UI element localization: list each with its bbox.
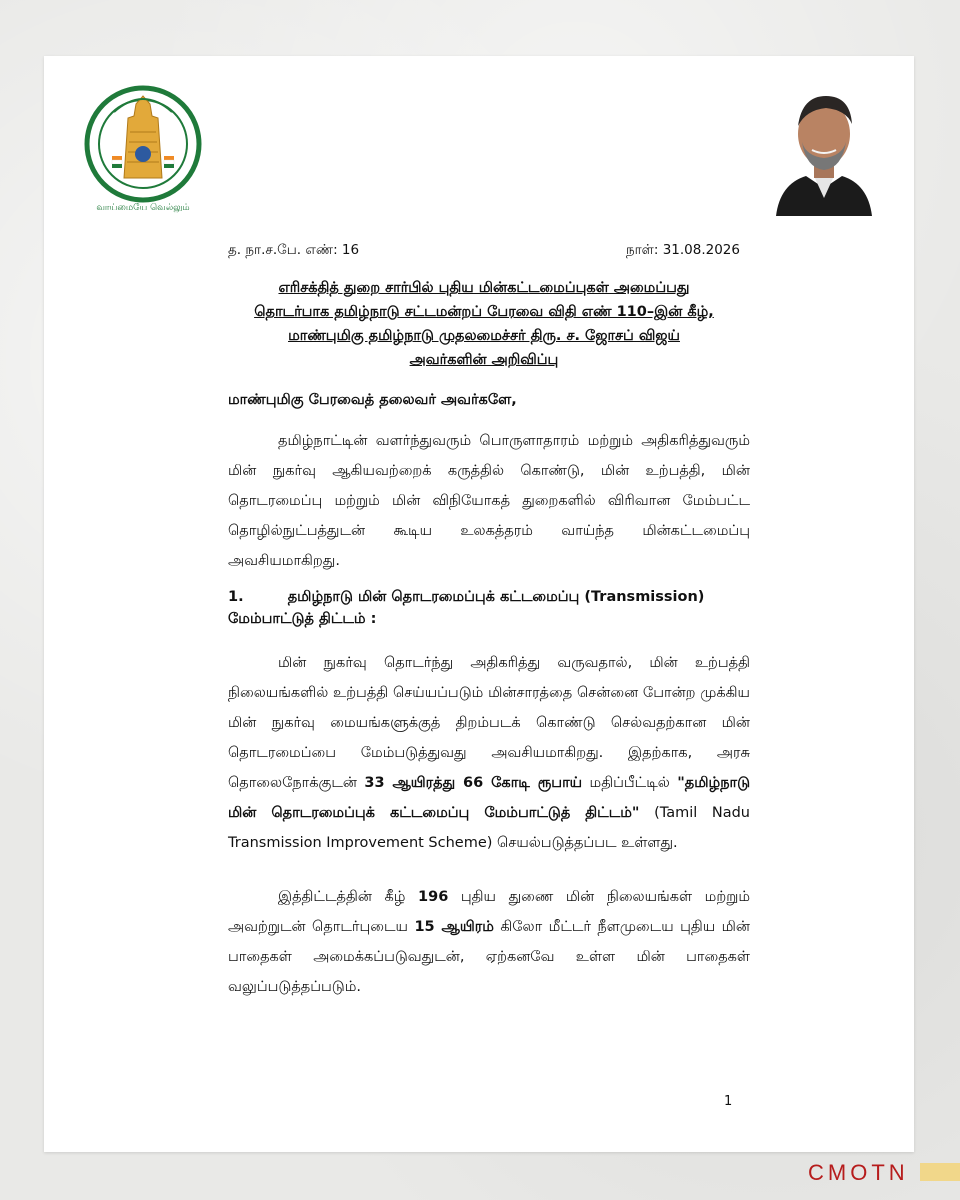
para3-text-e: கிலோ மீட்டர் நீளமுடைய புதிய மின் பாதைகள் அமைக்கப்படுவதுடன், ஏற்கனவே உள்ள மின் பாதைகள் வலுப்படுத்தப்படும். — [228, 919, 750, 995]
reference-number: த. நா.ச.பே. எண்: 16 — [228, 242, 360, 258]
para2-scheme-name: "தமிழ்நாடு மின் தொடரமைப்புக் கட்டமைப்பு மேம்பாட்டுத் திட்டம்" — [228, 775, 751, 821]
reference-line — [228, 242, 740, 264]
section-1-title: தமிழ்நாடு மின் தொடரமைப்புக் கட்டமைப்பு (Transmission) மேம்பாட்டுத் திட்டம் : — [228, 589, 705, 627]
document-page — [44, 56, 914, 1152]
title-line-2: தொடர்பாக தமிழ்நாடு சட்டமன்றப் பேரவை விதி எண் 110–இன் கீழ், — [254, 304, 714, 320]
para3-text-a: இத்திட்டத்தின் கீழ் — [278, 889, 419, 905]
brand-accent-bar — [920, 1163, 960, 1181]
title-line-3: மாண்புமிகு தமிழ்நாடு முதலமைச்சர் திரு. ச. ஜோசப் விஜய் — [288, 328, 680, 344]
document-date: நாள்: 31.08.2026 — [625, 242, 740, 258]
title-line-1: எரிசக்தித் துறை சார்பில் புதிய மின்கட்டமைப்புகள் அமைப்பது — [278, 280, 690, 296]
para2-text-c: மதிப்பீட்டில் — [582, 775, 678, 791]
para3-substation-count: 196 — [418, 889, 449, 905]
para3-line-length: 15 ஆயிரம் — [414, 919, 494, 935]
salutation: மாண்புமிகு பேரவைத் தலைவர் அவர்களே, — [228, 392, 517, 408]
cmotn-brand-logo: CMOTN — [808, 1160, 909, 1185]
para3-text-c: புதிய துணை மின் நிலையங்கள் மற்றும் அவற்றுடன் தொடர்புடைய — [228, 889, 750, 935]
document-title — [228, 276, 740, 372]
chief-minister-portrait — [766, 76, 882, 216]
tamil-nadu-emblem-icon — [84, 82, 202, 214]
paragraph-substations — [228, 882, 750, 1002]
section-1-number: 1. — [228, 589, 244, 605]
portrait-icon — [766, 76, 882, 216]
para2-amount: 33 ஆயிரத்து 66 கோடி ரூபாய் — [364, 775, 583, 791]
para2-text-a: மின் நுகர்வு தொடர்ந்து அதிகரித்து வருவதால், மின் உற்பத்தி நிலையங்களில் உற்பத்தி செய்யப்படும் மின்சாரத்தை சென்னை போன்ற முக்கிய மின் நுகர்வு மையங்களுக்குத் திறம்படக் கொண்டு செல்வதற்கான மின் தொடரமைப்பை மேம்படுத்துவது அவசியமாகிறது. இதற்காக, அரசு தொலைநோக்குடன் — [228, 655, 750, 791]
svg-text:வாய்மையே வெல்லும்: வாய்மையே வெல்லும் — [96, 203, 190, 213]
page-number: 1 — [724, 1094, 733, 1109]
paragraph-transmission — [228, 648, 750, 858]
para2-text-e: (Tamil Nadu Transmission Improvement Scheme) செயல்படுத்தப்பட உள்ளது. — [228, 805, 750, 851]
paragraph-intro: தமிழ்நாட்டின் வளர்ந்துவரும் பொருளாதாரம் மற்றும் அதிகரித்துவரும் மின் நுகர்வு ஆகியவற்றைக் கருத்தில் கொண்டு, மின் உற்பத்தி, மின் தொடரமைப்பு மற்றும் மின் விநியோகத் துறைகளில் விரிவான மேம்பட்ட தொழில்நுட்பத்துடன் கூடிய உலகத்தரம் வாய்ந்த மின்கட்டமைப்பு அவசியமாகிறது. — [228, 433, 750, 569]
title-line-4: அவர்களின் அறிவிப்பு — [409, 352, 559, 368]
section-1-heading — [228, 586, 750, 630]
